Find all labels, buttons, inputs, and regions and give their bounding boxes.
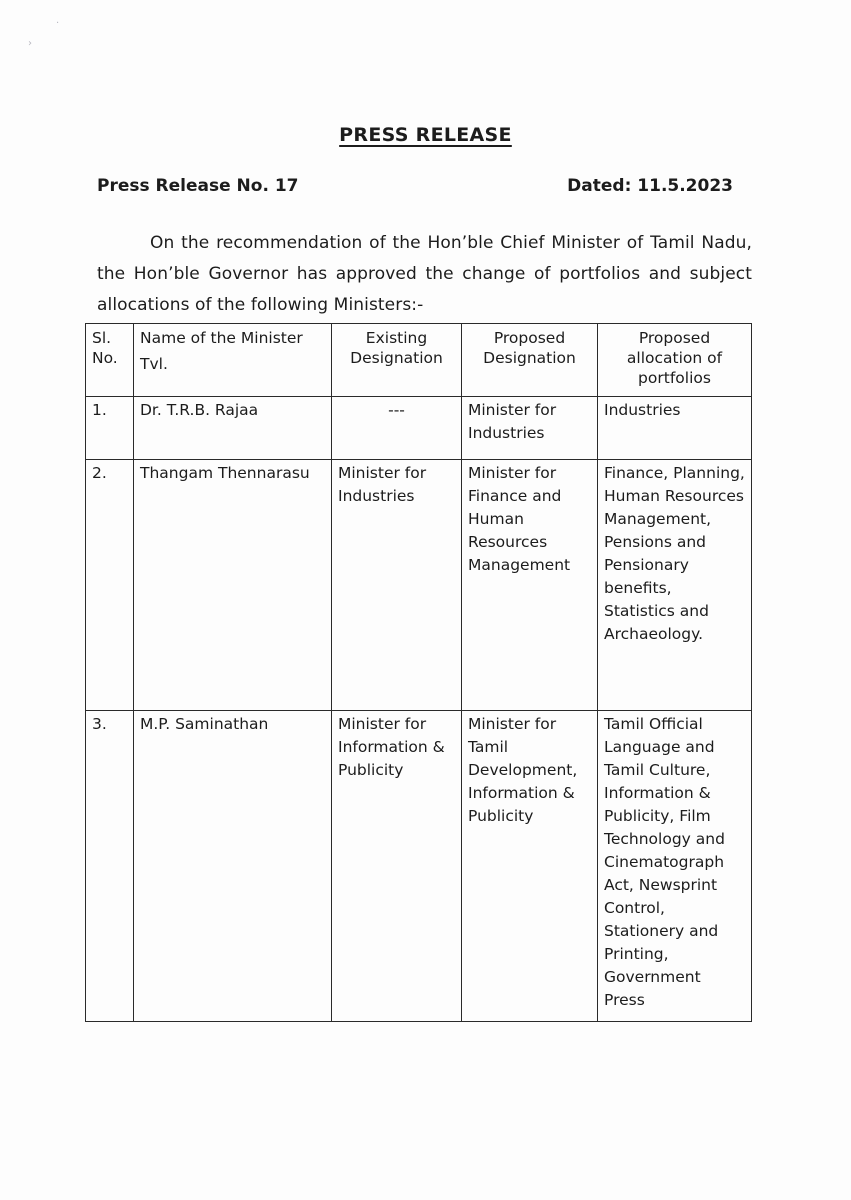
cell-proposed: Minister for Industries xyxy=(462,397,598,460)
cell-existing: Minister for Industries xyxy=(332,460,462,711)
table-row xyxy=(86,460,752,711)
table-row xyxy=(86,711,752,1022)
release-number: Press Release No. 17 xyxy=(97,176,299,196)
cell-allocation: Tamil Official Language and Tamil Culture, Information & Publicity, Film Technology and Cinematograph Act, Newsprint Control, Stationery and Printing, Government Press xyxy=(598,711,752,1022)
scan-speck: › xyxy=(28,38,32,49)
cell-sl: 1. xyxy=(86,397,134,460)
page-title xyxy=(0,124,851,146)
cell-allocation: Finance, Planning, Human Resources Management, Pensions and Pensionary benefits, Statistics and Archaeology. xyxy=(598,460,752,711)
header-proposed-allocation: Proposed allocation of portfolios xyxy=(598,324,752,397)
header-name-line1: Name of the Minister xyxy=(140,329,303,347)
cell-proposed: Minister for Finance and Human Resources Management xyxy=(462,460,598,711)
table-header-row xyxy=(86,324,752,397)
ministers-table xyxy=(85,323,752,1022)
cell-name: Thangam Thennarasu xyxy=(134,460,332,711)
header-minister-name xyxy=(134,324,332,397)
intro-text: On the recommendation of the Hon’ble Chief Minister of Tamil Nadu, the Hon’ble Governor has approved the change of portfolios and subject allocations of the following Ministers:- xyxy=(97,233,752,315)
table-row xyxy=(86,397,752,460)
release-meta xyxy=(97,176,733,196)
intro-paragraph xyxy=(97,228,752,321)
cell-name: Dr. T.R.B. Rajaa xyxy=(134,397,332,460)
cell-sl: 3. xyxy=(86,711,134,1022)
cell-proposed: Minister for Tamil Development, Information & Publicity xyxy=(462,711,598,1022)
release-date: Dated: 11.5.2023 xyxy=(567,176,733,196)
cell-name: M.P. Saminathan xyxy=(134,711,332,1022)
header-sl-no: Sl. No. xyxy=(86,324,134,397)
title-text: PRESS RELEASE xyxy=(339,124,512,146)
scan-speck: · xyxy=(56,18,60,29)
cell-existing: --- xyxy=(332,397,462,460)
cell-sl: 2. xyxy=(86,460,134,711)
cell-allocation: Industries xyxy=(598,397,752,460)
header-proposed-designation: Proposed Designation xyxy=(462,324,598,397)
cell-existing: Minister for Information & Publicity xyxy=(332,711,462,1022)
header-name-line2: Tvl. xyxy=(140,355,168,373)
header-existing-designation: Existing Designation xyxy=(332,324,462,397)
